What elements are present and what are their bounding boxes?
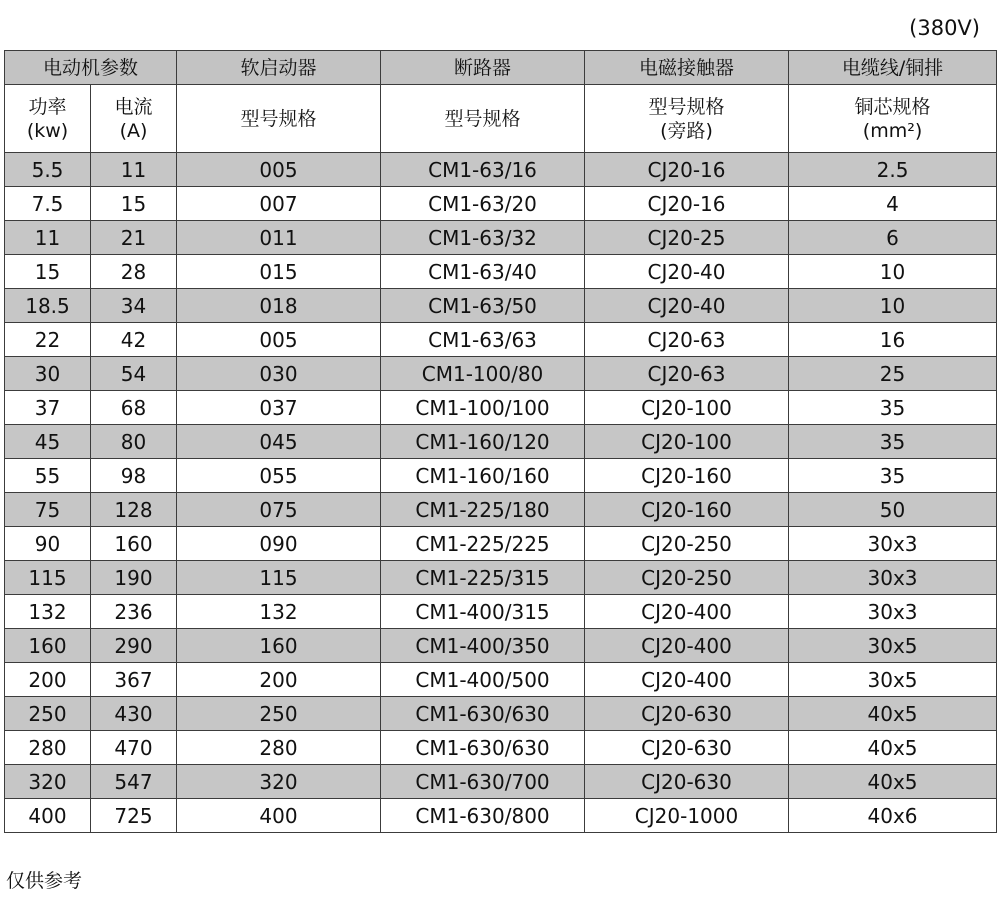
cell-current: 725 bbox=[91, 799, 177, 833]
cell-cable-spec: 6 bbox=[789, 221, 997, 255]
header-contactor: 电磁接触器 bbox=[585, 51, 789, 85]
table-row bbox=[5, 323, 997, 357]
cell-power: 15 bbox=[5, 255, 91, 289]
header-row-fields bbox=[5, 85, 997, 153]
cell-contactor-model: CJ20-400 bbox=[585, 663, 789, 697]
cell-soft-model: 055 bbox=[177, 459, 381, 493]
cell-cable-spec: 10 bbox=[789, 255, 997, 289]
cell-contactor-model: CJ20-16 bbox=[585, 187, 789, 221]
header-row-groups bbox=[5, 51, 997, 85]
cell-breaker-model: CM1-400/500 bbox=[381, 663, 585, 697]
table-row bbox=[5, 357, 997, 391]
table-row bbox=[5, 697, 997, 731]
cell-breaker-model: CM1-225/315 bbox=[381, 561, 585, 595]
table-row bbox=[5, 459, 997, 493]
header-motor: 电动机参数 bbox=[5, 51, 177, 85]
cell-cable-spec: 30x5 bbox=[789, 629, 997, 663]
subheader-cable-unit: (mm²) bbox=[862, 119, 923, 142]
cell-current: 190 bbox=[91, 561, 177, 595]
cell-cable-spec: 30x5 bbox=[789, 663, 997, 697]
cell-power: 90 bbox=[5, 527, 91, 561]
cell-contactor-model: CJ20-63 bbox=[585, 357, 789, 391]
cell-cable-spec: 50 bbox=[789, 493, 997, 527]
cell-contactor-model: CJ20-63 bbox=[585, 323, 789, 357]
cell-soft-model: 075 bbox=[177, 493, 381, 527]
table-row bbox=[5, 187, 997, 221]
cell-current: 430 bbox=[91, 697, 177, 731]
table-row bbox=[5, 799, 997, 833]
cell-contactor-model: CJ20-160 bbox=[585, 459, 789, 493]
cell-soft-model: 005 bbox=[177, 153, 381, 187]
cell-contactor-model: CJ20-630 bbox=[585, 731, 789, 765]
cell-breaker-model: CM1-160/160 bbox=[381, 459, 585, 493]
cell-breaker-model: CM1-400/315 bbox=[381, 595, 585, 629]
cell-cable-spec: 10 bbox=[789, 289, 997, 323]
cell-power: 400 bbox=[5, 799, 91, 833]
cell-current: 68 bbox=[91, 391, 177, 425]
cell-breaker-model: CM1-225/180 bbox=[381, 493, 585, 527]
table-row bbox=[5, 153, 997, 187]
cell-soft-model: 005 bbox=[177, 323, 381, 357]
cell-breaker-model: CM1-63/16 bbox=[381, 153, 585, 187]
cell-contactor-model: CJ20-400 bbox=[585, 595, 789, 629]
cell-contactor-model: CJ20-100 bbox=[585, 391, 789, 425]
footnote: 仅供参考 bbox=[6, 870, 83, 892]
cell-power: 18.5 bbox=[5, 289, 91, 323]
cell-cable-spec: 40x6 bbox=[789, 799, 997, 833]
cell-soft-model: 045 bbox=[177, 425, 381, 459]
cell-current: 367 bbox=[91, 663, 177, 697]
cell-power: 22 bbox=[5, 323, 91, 357]
cell-current: 98 bbox=[91, 459, 177, 493]
subheader-power bbox=[5, 85, 91, 153]
cell-current: 21 bbox=[91, 221, 177, 255]
cell-cable-spec: 4 bbox=[789, 187, 997, 221]
cell-cable-spec: 35 bbox=[789, 425, 997, 459]
cell-contactor-model: CJ20-25 bbox=[585, 221, 789, 255]
cell-power: 250 bbox=[5, 697, 91, 731]
cell-power: 132 bbox=[5, 595, 91, 629]
cell-breaker-model: CM1-63/32 bbox=[381, 221, 585, 255]
cell-power: 160 bbox=[5, 629, 91, 663]
cell-power: 115 bbox=[5, 561, 91, 595]
cell-soft-model: 200 bbox=[177, 663, 381, 697]
subheader-contactor-note: (旁路) bbox=[660, 119, 713, 142]
cell-cable-spec: 30x3 bbox=[789, 595, 997, 629]
subheader-breaker-model-label: 型号规格 bbox=[444, 107, 521, 130]
cell-cable-spec: 30x3 bbox=[789, 527, 997, 561]
table-row bbox=[5, 731, 997, 765]
cell-soft-model: 320 bbox=[177, 765, 381, 799]
cell-current: 11 bbox=[91, 153, 177, 187]
cell-breaker-model: CM1-630/630 bbox=[381, 697, 585, 731]
header-cable: 电缆线/铜排 bbox=[789, 51, 997, 85]
cell-soft-model: 280 bbox=[177, 731, 381, 765]
cell-current: 42 bbox=[91, 323, 177, 357]
subheader-soft-model-label: 型号规格 bbox=[240, 107, 317, 130]
cell-contactor-model: CJ20-1000 bbox=[585, 799, 789, 833]
table-row bbox=[5, 425, 997, 459]
cell-soft-model: 015 bbox=[177, 255, 381, 289]
cell-breaker-model: CM1-63/40 bbox=[381, 255, 585, 289]
cell-breaker-model: CM1-630/800 bbox=[381, 799, 585, 833]
cell-soft-model: 132 bbox=[177, 595, 381, 629]
subheader-cable-spec bbox=[789, 85, 997, 153]
table-row bbox=[5, 765, 997, 799]
voltage-label: (380V) bbox=[909, 16, 980, 40]
subheader-soft-model bbox=[177, 85, 381, 153]
header-breaker: 断路器 bbox=[381, 51, 585, 85]
table-row bbox=[5, 595, 997, 629]
cell-soft-model: 007 bbox=[177, 187, 381, 221]
subheader-current-unit: (A) bbox=[119, 119, 148, 142]
subheader-current bbox=[91, 85, 177, 153]
table-row bbox=[5, 663, 997, 697]
cell-current: 547 bbox=[91, 765, 177, 799]
spec-table bbox=[4, 50, 997, 833]
cell-contactor-model: CJ20-160 bbox=[585, 493, 789, 527]
cell-soft-model: 018 bbox=[177, 289, 381, 323]
cell-contactor-model: CJ20-250 bbox=[585, 561, 789, 595]
cell-current: 80 bbox=[91, 425, 177, 459]
cell-cable-spec: 30x3 bbox=[789, 561, 997, 595]
cell-power: 11 bbox=[5, 221, 91, 255]
cell-current: 28 bbox=[91, 255, 177, 289]
cell-cable-spec: 25 bbox=[789, 357, 997, 391]
cell-power: 75 bbox=[5, 493, 91, 527]
cell-soft-model: 011 bbox=[177, 221, 381, 255]
table-row bbox=[5, 391, 997, 425]
cell-breaker-model: CM1-225/225 bbox=[381, 527, 585, 561]
cell-breaker-model: CM1-63/20 bbox=[381, 187, 585, 221]
cell-contactor-model: CJ20-630 bbox=[585, 765, 789, 799]
cell-power: 280 bbox=[5, 731, 91, 765]
cell-breaker-model: CM1-160/120 bbox=[381, 425, 585, 459]
cell-contactor-model: CJ20-16 bbox=[585, 153, 789, 187]
cell-power: 45 bbox=[5, 425, 91, 459]
cell-soft-model: 090 bbox=[177, 527, 381, 561]
cell-soft-model: 400 bbox=[177, 799, 381, 833]
cell-cable-spec: 40x5 bbox=[789, 731, 997, 765]
cell-breaker-model: CM1-63/50 bbox=[381, 289, 585, 323]
cell-cable-spec: 35 bbox=[789, 459, 997, 493]
subheader-contactor-model bbox=[585, 85, 789, 153]
cell-soft-model: 115 bbox=[177, 561, 381, 595]
cell-breaker-model: CM1-100/80 bbox=[381, 357, 585, 391]
cell-contactor-model: CJ20-400 bbox=[585, 629, 789, 663]
cell-cable-spec: 40x5 bbox=[789, 697, 997, 731]
cell-power: 30 bbox=[5, 357, 91, 391]
cell-breaker-model: CM1-400/350 bbox=[381, 629, 585, 663]
cell-contactor-model: CJ20-100 bbox=[585, 425, 789, 459]
subheader-cable-spec-label: 铜芯规格 bbox=[854, 95, 931, 118]
table-row bbox=[5, 255, 997, 289]
subheader-breaker-model bbox=[381, 85, 585, 153]
cell-contactor-model: CJ20-40 bbox=[585, 289, 789, 323]
cell-power: 7.5 bbox=[5, 187, 91, 221]
cell-power: 5.5 bbox=[5, 153, 91, 187]
cell-contactor-model: CJ20-630 bbox=[585, 697, 789, 731]
table-row bbox=[5, 221, 997, 255]
cell-power: 200 bbox=[5, 663, 91, 697]
cell-breaker-model: CM1-630/700 bbox=[381, 765, 585, 799]
cell-contactor-model: CJ20-40 bbox=[585, 255, 789, 289]
table-row bbox=[5, 493, 997, 527]
cell-current: 15 bbox=[91, 187, 177, 221]
cell-current: 128 bbox=[91, 493, 177, 527]
cell-current: 290 bbox=[91, 629, 177, 663]
cell-cable-spec: 35 bbox=[789, 391, 997, 425]
subheader-power-unit: (kw) bbox=[26, 119, 69, 142]
cell-cable-spec: 2.5 bbox=[789, 153, 997, 187]
subheader-power-label: 功率 bbox=[28, 95, 67, 118]
cell-current: 54 bbox=[91, 357, 177, 391]
cell-breaker-model: CM1-630/630 bbox=[381, 731, 585, 765]
cell-current: 160 bbox=[91, 527, 177, 561]
cell-power: 37 bbox=[5, 391, 91, 425]
cell-current: 236 bbox=[91, 595, 177, 629]
cell-soft-model: 030 bbox=[177, 357, 381, 391]
cell-power: 55 bbox=[5, 459, 91, 493]
cell-power: 320 bbox=[5, 765, 91, 799]
table-row bbox=[5, 629, 997, 663]
header-soft-starter: 软启动器 bbox=[177, 51, 381, 85]
subheader-contactor-model-label: 型号规格 bbox=[648, 95, 725, 118]
subheader-current-label: 电流 bbox=[114, 95, 153, 118]
cell-cable-spec: 40x5 bbox=[789, 765, 997, 799]
cell-soft-model: 250 bbox=[177, 697, 381, 731]
cell-contactor-model: CJ20-250 bbox=[585, 527, 789, 561]
cell-soft-model: 037 bbox=[177, 391, 381, 425]
cell-cable-spec: 16 bbox=[789, 323, 997, 357]
table-row bbox=[5, 527, 997, 561]
cell-breaker-model: CM1-63/63 bbox=[381, 323, 585, 357]
cell-breaker-model: CM1-100/100 bbox=[381, 391, 585, 425]
table-row bbox=[5, 289, 997, 323]
cell-soft-model: 160 bbox=[177, 629, 381, 663]
cell-current: 34 bbox=[91, 289, 177, 323]
cell-current: 470 bbox=[91, 731, 177, 765]
table-row bbox=[5, 561, 997, 595]
